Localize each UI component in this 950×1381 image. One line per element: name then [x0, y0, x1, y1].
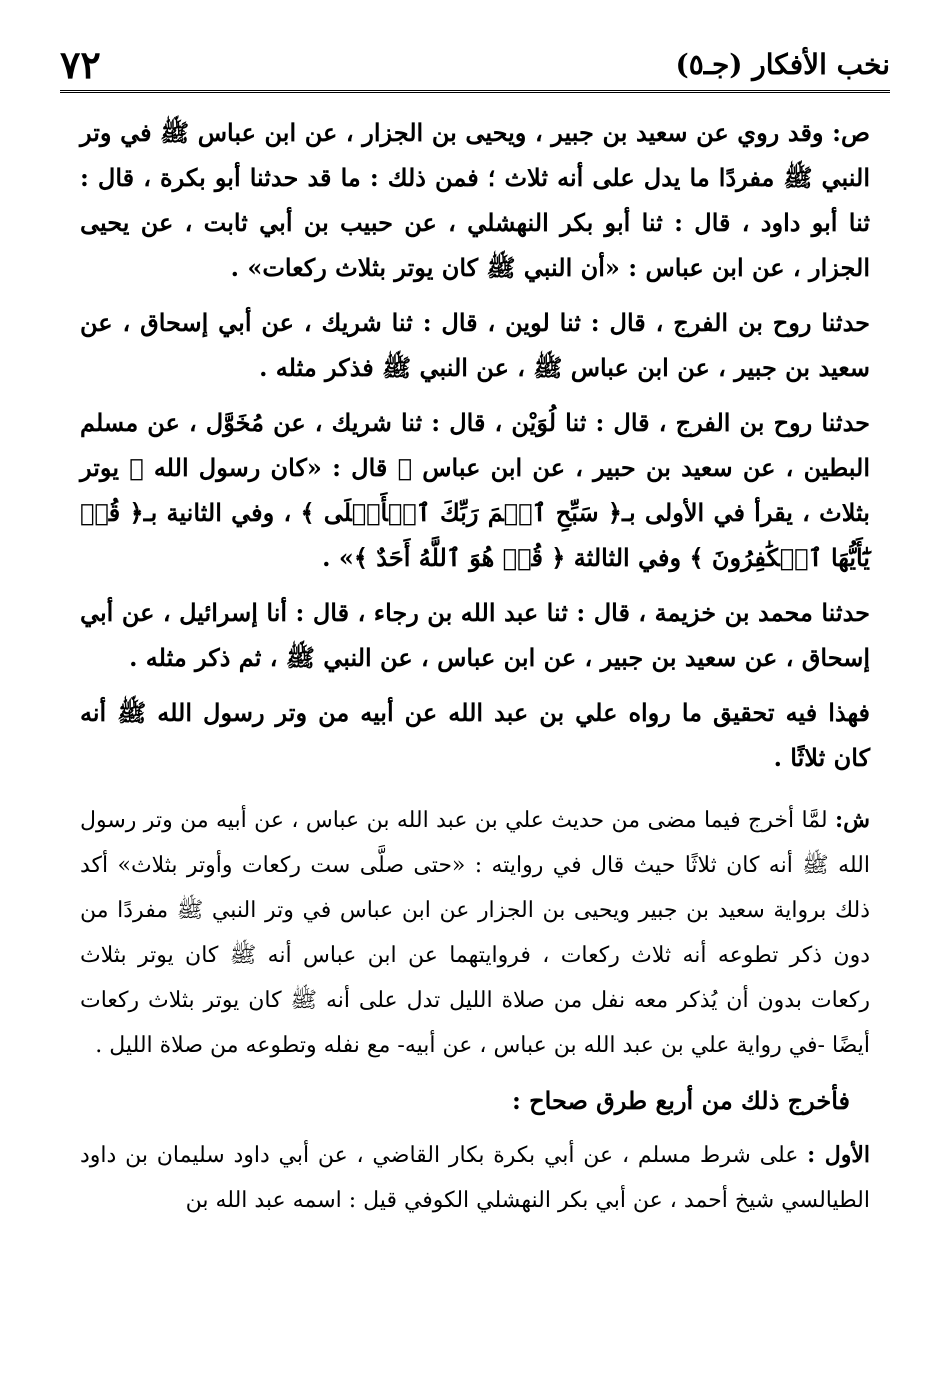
matn-paragraph-1: [80, 110, 870, 290]
matn-paragraph-4: حدثنا محمد بن خزيمة ، قال : ثنا عبد الله بن رجاء ، قال : أنا إسرائيل ، عن أبي إسحاق ، عن سعيد بن جبير ، عن ابن عباس ، عن النبي ﷺ ، ثم ذكر مثله .: [80, 598, 870, 672]
matn-marker: ص:: [832, 118, 870, 147]
sharh-text-1: لمَّا أخرج فيما مضى من حديث علي بن عبد الله بن عباس ، عن أبيه من وتر رسول الله ﷺ أنه كان ثلاثًا حيث قال في روايته : «حتى صلَّى ست ركعات وأوتر بثلاث» أكد ذلك برواية سعيد بن جبير ويحيى بن الجزار عن ابن عباس في وتر النبي ﷺ مفردًا من دون ذكر تطوعه أنه ثلاث ركعات ، فروايتهما عن ابن عباس أنه ﷺ كان يوتر بثلاث ركعات بدون أن يُذكر معه نفل من صلاة الليل تدل على أنه ﷺ كان يوتر بثلاث ركعات أيضًا -في رواية علي بن عبد الله بن عباس ، عن أبيه- مع نفله وتطوعه من صلاة الليل .: [80, 808, 870, 1058]
matn-paragraph-2: حدثنا روح بن الفرج ، قال : ثنا لوين ، قال : ثنا شريك ، عن أبي إسحاق ، عن سعيد بن جبير ، عن ابن عباس ﷺ ، عن النبي ﷺ فذكر مثله .: [80, 308, 870, 382]
matn-text-1: وقد روي عن سعيد بن جبير ، ويحيى بن الجزار ، عن ابن عباس ﷺ في وتر النبي ﷺ مفردًا ما يدل على أنه ثلاث ؛ فمن ذلك : ما قد حدثنا أبو بكرة ، قال : ثنا أبو داود ، قال : ثنا أبو بكر النهشلي ، عن حبيب بن أبي ثابت ، عن يحيى الجزار ، عن ابن عباس : «أن النبي ﷺ كان يوتر بثلاث ركعات» .: [80, 118, 870, 282]
page-number: ٧٢: [60, 42, 101, 87]
sharh-text-3: على شرط مسلم ، عن أبي بكرة بكار القاضي ، عن أبي داود سليمان بن داود الطيالسي شيخ أحمد ، عن أبي بكر النهشلي الكوفي قيل : اسمه عبد الله بن: [80, 1143, 870, 1213]
sharh-paragraph-3: [80, 1133, 870, 1223]
page-header: [60, 38, 890, 93]
matn-paragraph-3: حدثنا روح بن الفرج ، قال : ثنا لُوَيْن ، قال : ثنا شريك ، عن مُخَوَّل ، عن مسلم البطين ، عن سعيد بن حبير ، عن ابن عباس ﷺ قال : «كان رسول الله ﷺ يوتر بثلاث ، يقرأ في الأولى بـ﴿ سَبِّحِ ٱسۡمَ رَبِّكَ ٱلۡأَعۡلَى ﴾ ، وفي الثانية بـ﴿ قُلۡ يَٰٓأَيُّهَا ٱلۡكَٰفِرُونَ ﴾ وفي الثالثة ﴿ قُلۡ هُوَ ٱللَّهُ أَحَدٌ ﴾» .: [80, 408, 870, 572]
matn-section: [80, 110, 870, 780]
sharh-marker: ش:: [835, 807, 870, 833]
page-content: [80, 110, 870, 1233]
sharh-section: [80, 798, 870, 1223]
matn-paragraph-5: فهذا فيه تحقيق ما رواه علي بن عبد الله عن أبيه من وتر رسول الله ﷺ أنه كان ثلاثًا .: [80, 698, 870, 772]
sharh-paragraph-1: [80, 798, 870, 1068]
book-title: نخب الأفكار (جـ٥): [675, 48, 890, 81]
first-route-label: الأول :: [807, 1142, 870, 1168]
section-heading: فأخرج ذلك من أربع طرق صحاح :: [511, 1086, 850, 1115]
section-gap: [80, 790, 870, 798]
